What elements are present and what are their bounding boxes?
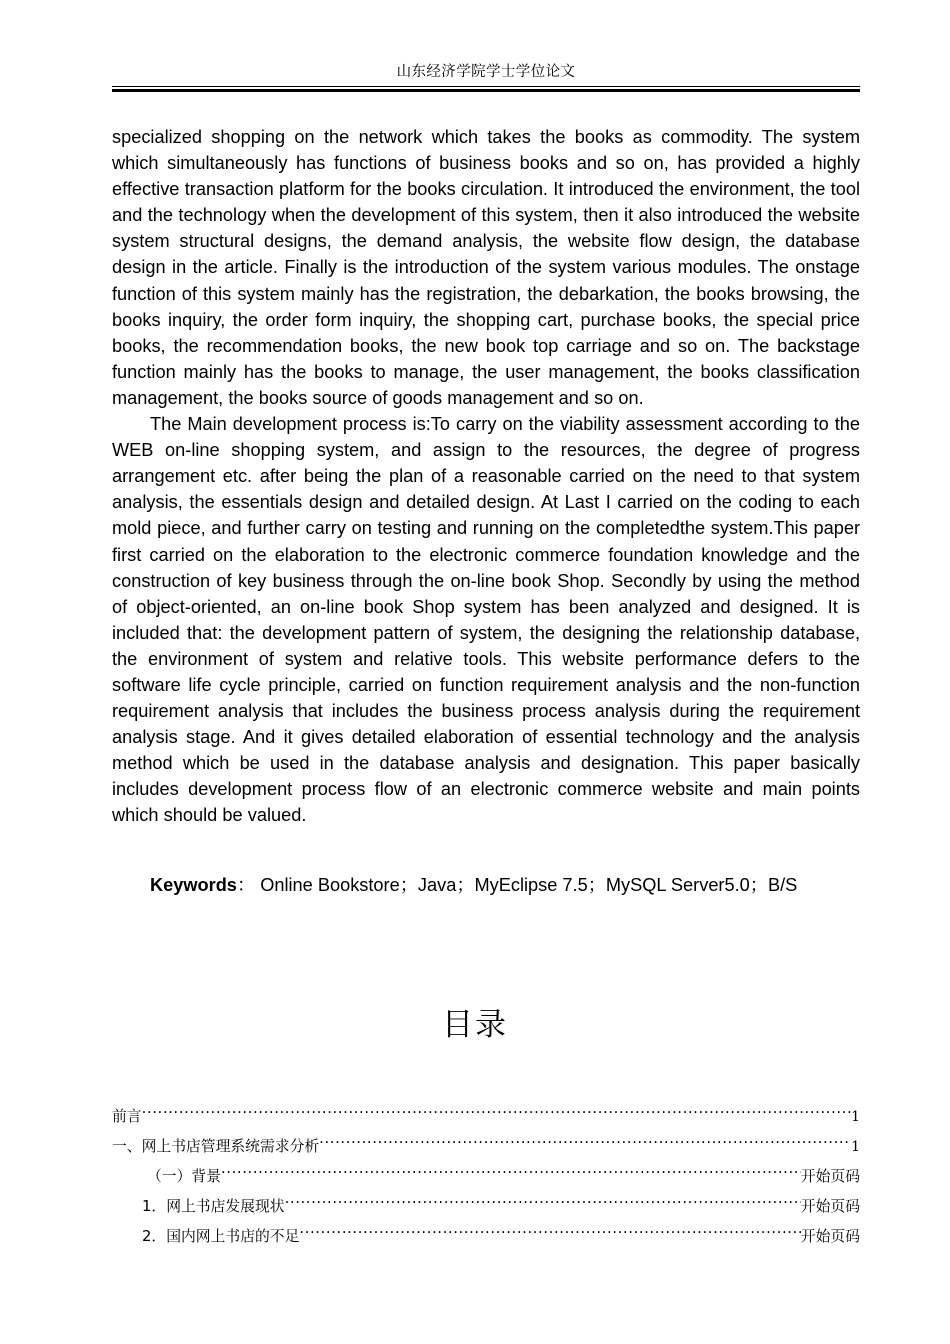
keywords-line xyxy=(112,872,860,898)
page-header xyxy=(112,62,860,92)
header-rule-thick xyxy=(112,89,860,92)
toc-entry-label: （一）背景 xyxy=(147,1168,221,1185)
toc-entry-page: 开始页码 xyxy=(800,1228,860,1245)
toc-entry-page: 开始页码 xyxy=(800,1198,860,1215)
toc-entry-label: 1．网上书店发展现状 xyxy=(142,1198,285,1215)
toc-entry-label: 2．国内网上书店的不足 xyxy=(142,1228,300,1245)
toc-heading: 目录 xyxy=(442,1007,508,1043)
toc-dot-leader xyxy=(285,1197,801,1211)
header-title: 山东经济学院学士学位论文 xyxy=(396,64,576,80)
keywords-separator: ： xyxy=(236,875,256,895)
toc-dot-leader xyxy=(299,1227,800,1241)
toc-dot-leader xyxy=(221,1167,801,1181)
toc-entry[interactable] xyxy=(142,1222,860,1252)
toc-entry[interactable] xyxy=(147,1162,860,1192)
toc-entry[interactable] xyxy=(112,1102,860,1132)
paragraph-main-development-process: The Main development process is:To carry on the viability assessment according to the WEB on-line shopping system, and assign to the resources, the degree of progress arrangement etc. after being the plan of a reasonable carried on the need to that system analysis, the essentials design and detailed design. At Last I carried on the coding to each mold piece, and further carry on testing and running on the completedthe system.This paper first carried on the elaboration to the electronic commerce foundation knowledge and the construction of key business through the on-line book Shop. Secondly by using the method of object-oriented, an on-line book Shop system has been analyzed and designed. It is included that: the development pattern of system, the designing the relationship database, the environment of system and relative tools. This website performance defers to the software life cycle principle, carried on function requirement analysis and the non-function requirement analysis that includes the business process analysis during the requirement analysis stage. And it gives detailed elaboration of essential technology and the analysis method which be used in the database analysis and designation. This paper basically includes development process flow of an electronic commerce website and main points which should be valued. xyxy=(112,414,860,826)
toc-entry-page: 开始页码 xyxy=(800,1168,860,1185)
toc-dot-leader xyxy=(142,1107,851,1121)
paragraph-abstract-continued: specialized shopping on the network which takes the books as commodity. The system which simultaneously has functions of business books and so on, has provided a highly effective transaction platform for the books circulation. It introduced the environment, the tool and the technology when the development of this system, then it also introduced the website system structural designs, the demand analysis, the website flow design, the database design in the article. Finally is the introduction of the system various modules. The onstage function of this system mainly has the registration, the debarkation, the books browsing, the books inquiry, the order form inquiry, the shopping cart, purchase books, the special price books, the recommendation books, the new book top carriage and so on. The backstage function mainly has the books to manage, the user management, the books classification management, the books source of goods management and so on. xyxy=(112,127,860,408)
toc-entry[interactable] xyxy=(142,1192,860,1222)
table-of-contents xyxy=(112,1102,860,1252)
keywords-label: Keywords xyxy=(150,875,237,895)
keywords-section xyxy=(112,872,860,898)
keywords-value: Online Bookstore；Java；MyEclipse 7.5；MySQL Server5.0；B/S xyxy=(260,875,798,895)
toc-entry-label: 一、网上书店管理系统需求分析 xyxy=(112,1138,320,1155)
toc-entry-page: 1 xyxy=(851,1139,860,1155)
abstract-body xyxy=(112,124,860,829)
toc-entry-label: 前言 xyxy=(112,1108,142,1125)
header-rule xyxy=(112,86,860,92)
toc-entry-page: 1 xyxy=(851,1109,860,1125)
toc-dot-leader xyxy=(319,1137,851,1151)
toc-entry[interactable] xyxy=(112,1132,860,1162)
